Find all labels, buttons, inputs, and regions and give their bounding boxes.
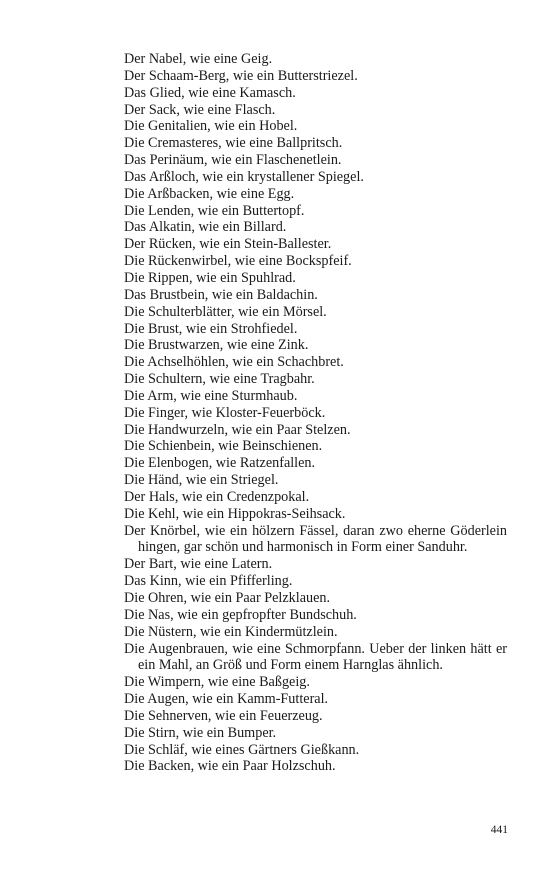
list-item: Die Wimpern, wie eine Baßgeig. [124, 674, 310, 691]
list-item: Die Brustwarzen, wie eine Zink. [124, 337, 309, 354]
list-item: Der Rücken, wie ein Stein-Ballester. [124, 236, 332, 253]
list-item: Der Bart, wie eine Latern. [124, 556, 273, 573]
list-item: Der Nabel, wie eine Geig. [124, 51, 273, 67]
list-item: Der Sack, wie eine Flasch. [124, 101, 276, 118]
list-item: Der Schaam-Berg, wie ein Butterstriezel. [124, 67, 358, 84]
list-item: Das Glied, wie eine Kamasch. [124, 84, 296, 101]
list-item: Die Nas, wie ein gepfropfter Bundschuh. [124, 606, 357, 623]
list-item: Die Ohren, wie ein Paar Pelzklauen. [124, 590, 331, 606]
list-item: Das Arßloch, wie ein krystallener Spiegel. [124, 168, 364, 185]
list-item: Die Schulterblätter, wie ein Mörsel. [124, 303, 327, 320]
list-item: Die Lenden, wie ein Buttertopf. [124, 202, 305, 219]
list-item: Die Schienbein, wie Beinschienen. [124, 438, 323, 455]
list-item: Das Brustbein, wie ein Baldachin. [124, 286, 318, 303]
list-item: Die Kehl, wie ein Hippokras-Seihsack. [124, 505, 346, 522]
list-item: Die Brust, wie ein Strohfiedel. [124, 320, 298, 337]
list-item: Die Augen, wie ein Kamm-Futteral. [124, 691, 329, 708]
list-item: Die Stirn, wie ein Bumper. [124, 724, 277, 741]
list-item: Der Knörbel, wie ein hölzern Fässel, daran zwo eherne Göderlein hingen, gar schön und harmonisch in Form einer Sanduhr. [124, 522, 507, 556]
list-item: Die Genitalien, wie ein Hobel. [124, 118, 298, 135]
list-item: Die Schläf, wie eines Gärtners Gießkann. [124, 741, 360, 758]
list-item: Die Nüstern, wie ein Kindermützlein. [124, 623, 338, 640]
list-item: Die Arm, wie eine Sturmhaub. [124, 387, 298, 404]
list-item: Das Perinäum, wie ein Flaschenetlein. [124, 152, 342, 169]
list-item: Die Handwurzeln, wie ein Paar Stelzen. [124, 421, 351, 438]
list-item: Die Cremasteres, wie eine Ballpritsch. [124, 135, 343, 152]
list-item: Die Elenbogen, wie Ratzenfallen. [124, 455, 316, 472]
text-block [124, 51, 507, 775]
list-item: Die Finger, wie Kloster-Feuerböck. [124, 404, 326, 421]
list-item: Die Backen, wie ein Paar Holzschuh. [124, 758, 336, 775]
list-item: Der Hals, wie ein Credenzpokal. [124, 488, 310, 505]
page-number: 441 [490, 824, 508, 836]
list-item: Die Achselhöhlen, wie ein Schachbret. [124, 354, 344, 371]
list-item: Die Augenbrauen, wie eine Schmorpfann. Ueber der linken hätt er ein Mahl, an Größ und Form einem Harnglas ähnlich. [124, 640, 507, 674]
list-item: Das Kinn, wie ein Pfifferling. [124, 573, 293, 590]
list-item: Die Rückenwirbel, wie eine Bockspfeif. [124, 253, 352, 270]
list-item: Die Sehnerven, wie ein Feuerzeug. [124, 707, 323, 724]
list-item: Die Rippen, wie ein Spuhlrad. [124, 269, 296, 286]
list-item: Die Schultern, wie eine Tragbahr. [124, 371, 315, 388]
list-item: Das Alkatin, wie ein Billard. [124, 219, 287, 236]
list-item: Die Arßbacken, wie eine Egg. [124, 185, 295, 202]
list-item: Die Händ, wie ein Striegel. [124, 472, 279, 489]
